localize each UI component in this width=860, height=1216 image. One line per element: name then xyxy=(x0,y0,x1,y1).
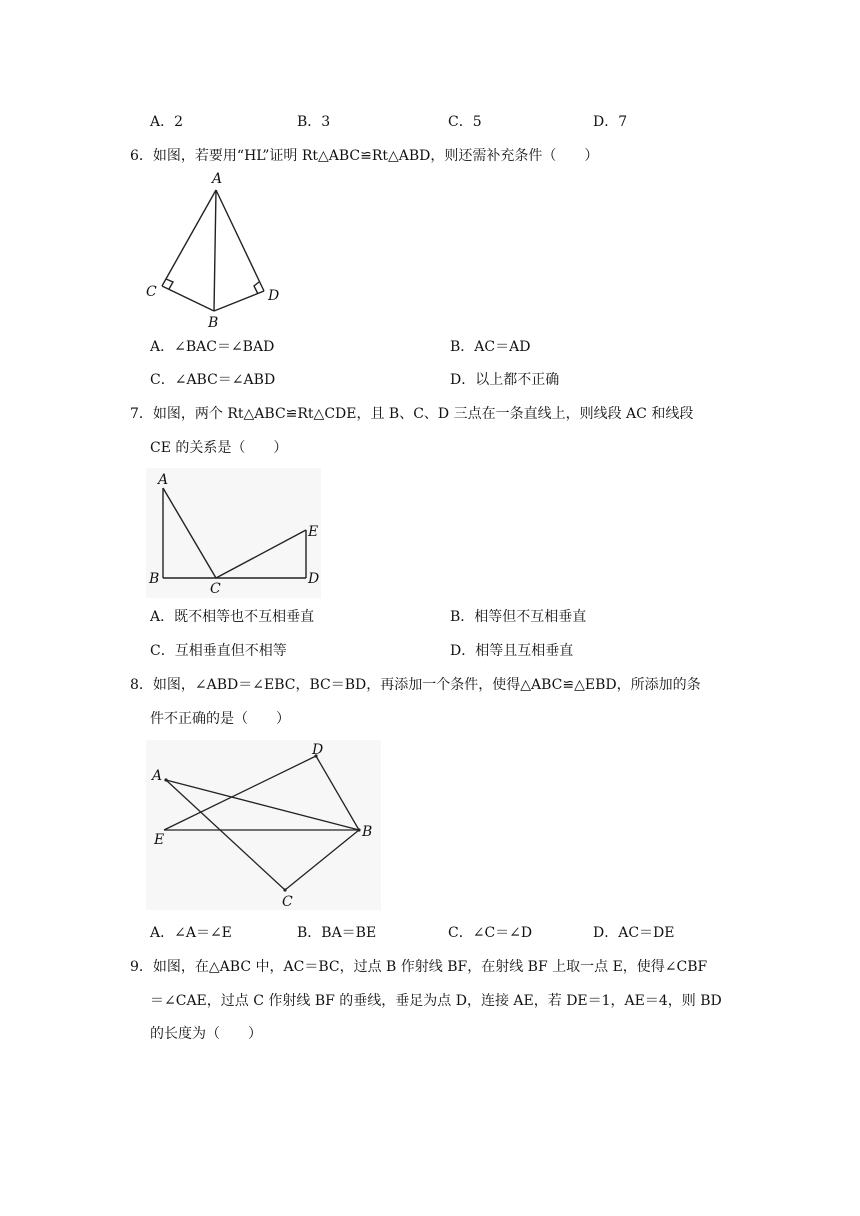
q5-option-c: C．5 xyxy=(448,114,482,130)
q6-figure xyxy=(140,168,280,328)
q8-figure-background xyxy=(146,740,381,910)
q8-label-e: E xyxy=(154,832,165,848)
q8-label-a: A xyxy=(152,768,163,784)
q6-stem: 6．如图，若要用“HL”证明 Rt△ABC≌Rt△ABD，则还需补充条件（ ） xyxy=(130,148,599,164)
q7-stem-line1: 7．如图，两个 Rt△ABC≌Rt△CDE，且 B、C、D 三点在一条直线上，则线段 AC 和线段 xyxy=(130,406,694,422)
q8-option-d: D．AC＝DE xyxy=(593,925,675,941)
q7-option-c: C．互相垂直但不相等 xyxy=(150,643,287,659)
q8-figure xyxy=(146,740,381,910)
q7-option-d: D．相等且互相垂直 xyxy=(450,643,574,659)
q8-label-d: D xyxy=(312,742,324,758)
q8-option-b: B．BA＝BE xyxy=(297,925,377,941)
q6-segment-cb xyxy=(162,286,214,311)
q7-label-d: D xyxy=(308,571,320,587)
q7-option-a: A．既不相等也不互相垂直 xyxy=(150,609,315,625)
q6-label-b: B xyxy=(208,315,219,328)
q6-segment-ab xyxy=(214,190,216,311)
q7-label-a: A xyxy=(158,472,169,488)
q6-label-d: D xyxy=(268,288,280,304)
q7-option-b: B．相等但不互相垂直 xyxy=(450,609,587,625)
q6-option-d: D．以上都不正确 xyxy=(450,372,560,388)
q6-segment-db xyxy=(214,291,264,311)
q6-right-angle-c xyxy=(166,279,173,289)
q6-right-angle-d xyxy=(254,282,259,294)
q5-option-b: B．3 xyxy=(297,114,331,130)
q7-label-b: B xyxy=(149,571,160,587)
q6-label-a: A xyxy=(212,171,223,187)
q7-stem-line2: CE 的关系是（ ） xyxy=(150,440,288,456)
q7-label-e: E xyxy=(308,524,319,540)
q9-stem-line1: 9．如图，在△ABC 中，AC＝BC，过点 B 作射线 BF，在射线 BF 上取一点 E，使得∠CBF xyxy=(130,959,708,975)
q8-option-c: C．∠C＝∠D xyxy=(448,925,533,941)
q9-stem-line3: 的长度为（ ） xyxy=(150,1026,262,1042)
q6-segment-ac xyxy=(162,190,216,286)
q5-option-a: A．2 xyxy=(150,114,184,130)
q7-figure xyxy=(146,468,321,598)
q6-option-c: C．∠ABC＝∠ABD xyxy=(150,372,276,388)
q6-segment-ad xyxy=(216,190,264,291)
q8-stem-line2: 件不正确的是（ ） xyxy=(150,711,290,727)
q7-label-c: C xyxy=(210,581,221,597)
q5-option-d: D．7 xyxy=(593,114,628,130)
q6-option-a: A．∠BAC＝∠BAD xyxy=(150,339,275,355)
q8-stem-line1: 8．如图，∠ABD＝∠EBC，BC＝BD，再添加一个条件，使得△ABC≌△EBD，所添加的条 xyxy=(130,677,701,693)
q6-label-c: C xyxy=(146,284,157,300)
q9-stem-line2: ＝∠CAE，过点 C 作射线 BF 的垂线，垂足为点 D，连接 AE，若 DE＝1，AE＝4，则 BD xyxy=(150,993,722,1009)
q8-label-c: C xyxy=(282,894,293,910)
q6-option-b: B．AC＝AD xyxy=(450,339,531,355)
q8-option-a: A．∠A＝∠E xyxy=(150,925,232,941)
q8-label-b: B xyxy=(362,824,373,840)
